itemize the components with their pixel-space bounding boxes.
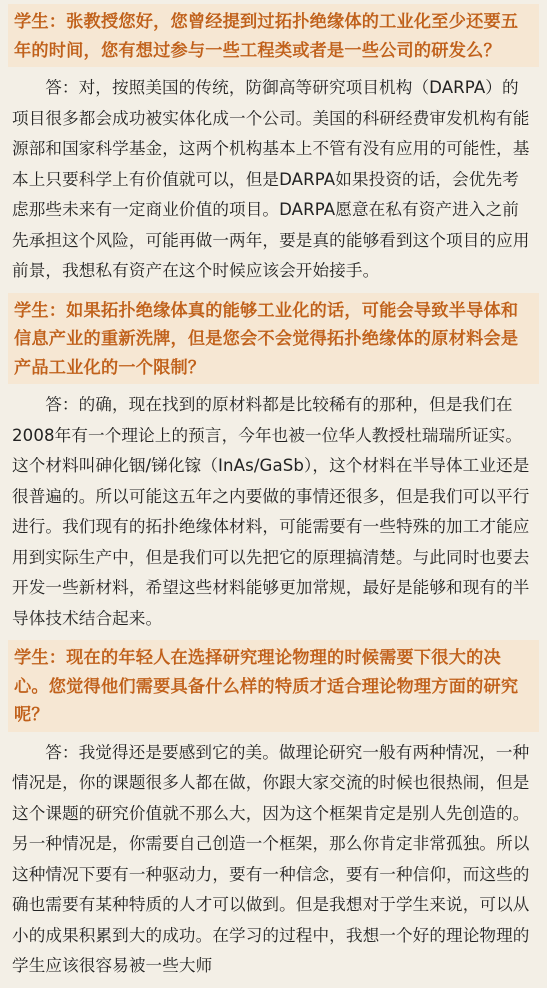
answer-2: 答：的确，现在找到的原材料都是比较稀有的那种，但是我们在2008年有一个理论上的预言，今年也被一位华人教授杜瑞瑞所证实。这个材料叫砷化铟/锑化镓（InAs/GaSb），这个材料在半导体工业还是很普遍的。所以可能这五年之内要做的事情还很多，但是我们可以平行进行。我们现有的拓扑绝缘体材料，可能需要有一些特殊的加工才能应用到实际生产中，但是我们可以先把它的原理搞清楚。与此同时也要去开发一些新材料，希望这些材料能够更加常规，最好是能够和现有的半导体技术结合起来。 [12,395,530,628]
question-3: 学生：现在的年轻人在选择研究理论物理的时候需要下很大的决心。您觉得他们需要具备什么样的特质才适合理论物理方面的研究呢？ [8,640,539,732]
qa-block-3 [8,640,539,988]
question-1: 学生：张教授您好，您曾经提到过拓扑绝缘体的工业化至少还要五年的时间，您有想过参与一些工程类或者是一些公司的研发么？ [8,4,539,67]
answer-3: 答：我觉得还是要感到它的美。做理论研究一般有两种情况，一种情况是，你的课题很多人都在做，你跟大家交流的时候也很热闹，但是这个课题的研究价值就不那么大，因为这个框架肯定是别人先创造的。另一种情况是，你需要自己创造一个框架，那么你肯定非常孤独。所以这种情况下要有一种驱动力，要有一种信念，要有一种信仰，而这些的确也需要有某种特质的人才可以做到。但是我想对于学生来说，可以从小的成果积累到大的成功。在学习的过程中，我想一个好的理论物理的学生应该很容易被一些大师 [12,742,530,975]
qa-block-1 [8,4,539,293]
answer-1: 答：对，按照美国的传统，防御高等研究项目机构（DARPA）的项目很多都会成功被实体化成一个公司。美国的科研经费审发机构有能源部和国家科学基金，这两个机构基本上不管有没有应用的可能性，基本上只要科学上有价值就可以，但是DARPA如果投资的话，会优先考虑那些未来有一定商业价值的项目。DARPA愿意在私有资产进入之前先承担这个风险，可能再做一两年，要是真的能够看到这个项目的应用前景，我想私有资产在这个时候应该会开始接手。 [12,78,530,280]
qa-block-2 [8,293,539,641]
question-2: 学生：如果拓扑绝缘体真的能够工业化的话，可能会导致半导体和信息产业的重新洗牌，但是您会不会觉得拓扑绝缘体的原材料会是产品工业化的一个限制？ [8,293,539,385]
